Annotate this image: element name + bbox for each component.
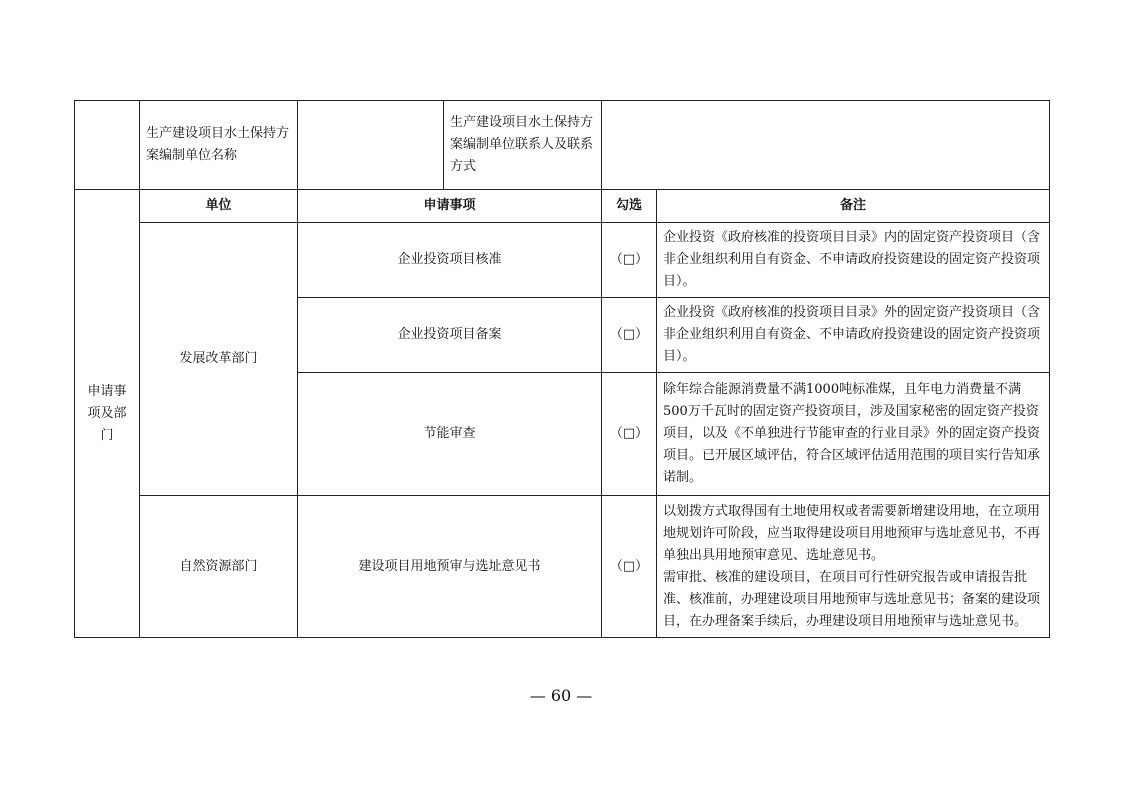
remark-cell: 企业投资《政府核准的投资项目目录》外的固定资产投资项目（含非企业组织利用自有资金、不申请政府投资建设的固定资产投资项目）。	[657, 298, 1050, 373]
check-box[interactable]: （□）	[602, 496, 657, 638]
page-number: — 60 —	[529, 686, 593, 705]
column-header-row	[75, 190, 1050, 223]
header-row	[75, 101, 1050, 190]
remark-paragraph: 需审批、核准的建设项目，在项目可行性研究报告或申请报告批准、核准前，办理建设项目用地预审与选址意见书；备案的建设项目，在办理备案手续后，办理建设项目用地预审与选址意见书。	[663, 569, 1041, 629]
unit-cell: 发展改革部门	[140, 223, 298, 496]
application-form-table	[74, 100, 1050, 638]
remark-paragraph: 以划拨方式取得国有土地使用权或者需要新增建设用地，在立项用地规划许可阶段，应当取得建设项目用地预审与选址意见书，不再单独出具用地预审意见、选址意见书。	[663, 503, 1041, 563]
column-header-check: 勾选	[602, 190, 657, 223]
check-box[interactable]: （□）	[602, 373, 657, 496]
table-row	[75, 223, 1050, 298]
item-cell: 节能审查	[298, 373, 602, 496]
remark-cell	[657, 496, 1050, 638]
unit-name-label: 生产建设项目水土保持方案编制单位名称	[140, 101, 298, 190]
table-row	[75, 496, 1050, 638]
item-cell: 企业投资项目备案	[298, 298, 602, 373]
contact-value	[602, 101, 1050, 190]
section-label: 申请事项及部门	[75, 190, 140, 638]
header-blank-cell	[75, 101, 140, 190]
column-header-remark: 备注	[657, 190, 1050, 223]
unit-name-value	[298, 101, 444, 190]
column-header-unit: 单位	[140, 190, 298, 223]
contact-label: 生产建设项目水土保持方案编制单位联系人及联系方式	[444, 101, 602, 190]
item-cell: 企业投资项目核准	[298, 223, 602, 298]
item-cell: 建设项目用地预审与选址意见书	[298, 496, 602, 638]
remark-cell: 除年综合能源消费量不满1000吨标准煤，且年电力消费量不满500万千瓦时的固定资产投资项目，涉及国家秘密的固定资产投资项目，以及《不单独进行节能审查的行业目录》外的固定资产投资项目。已开展区域评估，符合区域评估适用范围的项目实行告知承诺制。	[657, 373, 1050, 496]
remark-cell: 企业投资《政府核准的投资项目目录》内的固定资产投资项目（含非企业组织利用自有资金、不申请政府投资建设的固定资产投资项目）。	[657, 223, 1050, 298]
unit-cell: 自然资源部门	[140, 496, 298, 638]
column-header-item: 申请事项	[298, 190, 602, 223]
check-box[interactable]: （□）	[602, 298, 657, 373]
check-box[interactable]: （□）	[602, 223, 657, 298]
